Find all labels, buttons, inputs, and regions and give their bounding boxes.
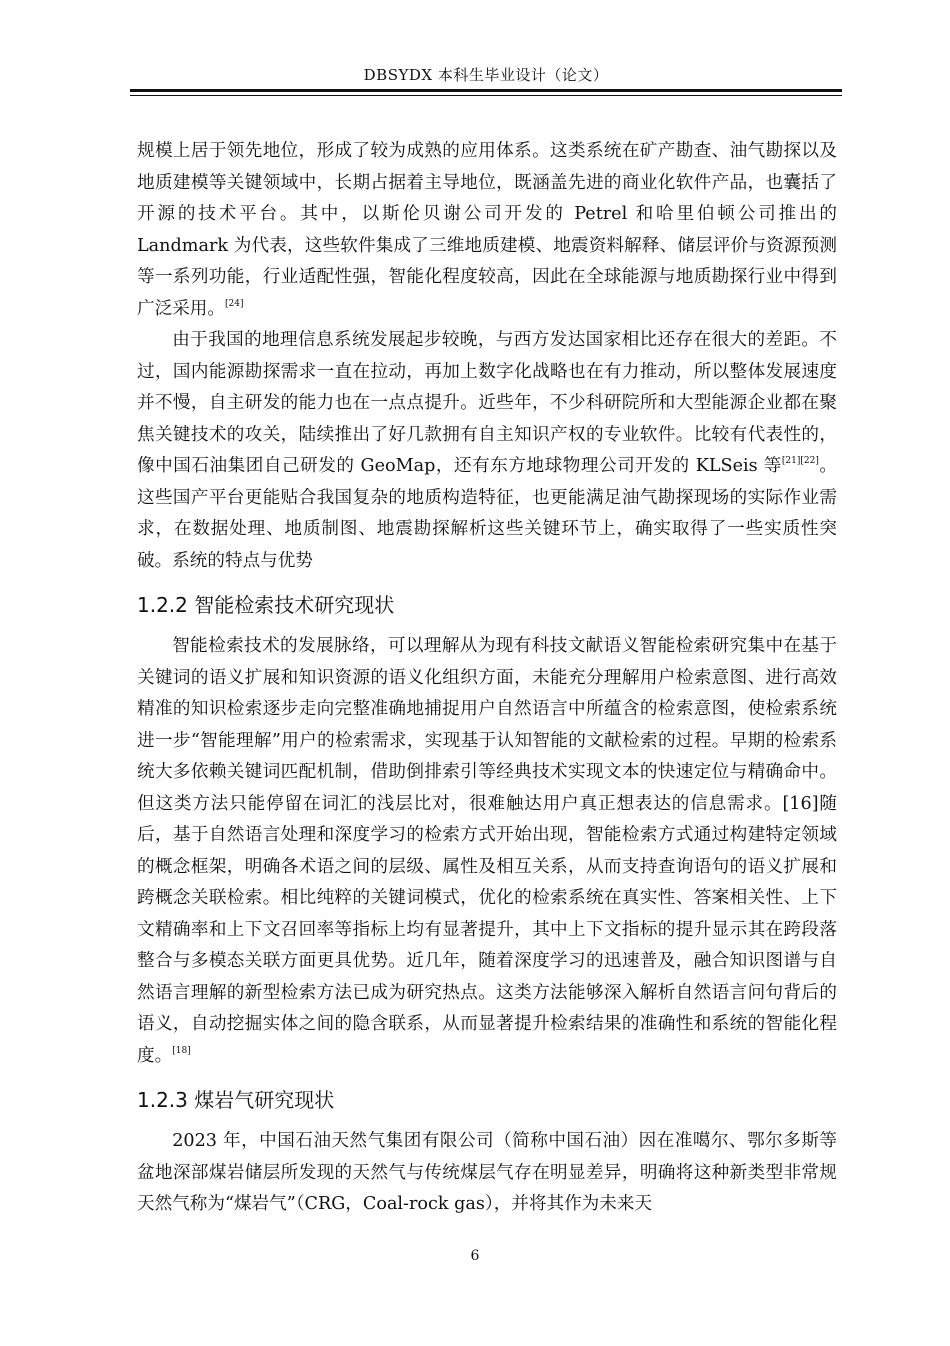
paragraph-text: 2023 年，中国石油天然气集团有限公司（简称中国石油）因在准噶尔、鄂尔多斯等盆地深部煤岩储层所发现的天然气与传统煤层气存在明显差异，明确将这种新类型非常规天然气称为“煤岩气”（CRG，Coal-rock gas），并将其作为未来天 (137, 1131, 837, 1214)
section-heading-1-2-2: 1.2.2 智能检索技术研究现状 (137, 593, 395, 617)
paragraph-text: 规模上居于领先地位，形成了较为成熟的应用体系。这类系统在矿产勘查、油气勘探以及地质建模等关键领域中，长期占据着主导地位，既涵盖先进的商业化软件产品，也囊括了开源的技术平台。其中，以斯伦贝谢公司开发的 Petrel 和哈里伯顿公司推出的 Landmark 为代表，这些软件集成了三维地质建模、地震资料解释、储层评价与资源预测等一系列功能，行业适配性强，智能化程度较高，因此在全球能源与地质勘探行业中得到广泛采用。 (137, 141, 837, 319)
section-heading-1-2-3: 1.2.3 煤岩气研究现状 (137, 1088, 335, 1112)
page-number: 6 (470, 1248, 480, 1264)
header-rule-thin (130, 95, 842, 96)
citation: [24] (224, 298, 244, 309)
citation: [21][22] (781, 456, 819, 466)
paragraph-text: 由于我国的地理信息系统发展起步较晚，与西方发达国家相比还存在很大的差距。不过，国内能源勘探需求一直在拉动，再加上数字化战略也在有力推动，所以整体发展速度并不慢，自主研发的能力也在一点点提升。近些年，不少科研院所和大型能源企业都在聚焦关键技术的攻关，陆续推出了好几款拥有自主知识产权的专业软件。比较有代表性的，像中国石油集团自己研发的 GeoMap，还有东方地球物理公司开发的 KLSeis 等 (137, 330, 837, 476)
header-rule-thick (130, 89, 842, 92)
paragraph-text: 智能检索技术的发展脉络，可以理解从为现有科技文献语义智能检索研究集中在基于关键词的语义扩展和知识资源的语义化组织方面，未能充分理解用户检索意图、进行高效精准的知识检索逐步走向完整准确地捕捉用户自然语言中所蕴含的检索意图，使检索系统进一步“智能理解”用户的检索需求，实现基于认知智能的文献检索的过程。早期的检索系统大多依赖关键词匹配机制，借助倒排索引等经典技术实现文本的快速定位与精确命中。但这类方法只能停留在词汇的浅层比对，很难触达用户真正想表达的信息需求。[16]随后，基于自然语言处理和深度学习的检索方式开始出现，智能检索方式通过构建特定领域的概念框架，明确各术语之间的层级、属性及相互关系，从而支持查询语句的语义扩展和跨概念关联检索。相比纯粹的关键词模式，优化的检索系统在真实性、答案相关性、上下文精确率和上下文召回率等指标上均有显著提升，其中上下文指标的提升显示其在跨段落整合与多模态关联方面更具优势。近几年，随着深度学习的迅速普及，融合知识图谱与自然语言理解的新型检索方法已成为研究热点。这类方法能够深入解析自然语言问句背后的语义，自动挖掘实体之间的隐含联系，从而显著提升检索结果的准确性和系统的智能化程度。 (137, 636, 837, 1066)
paragraph-text: 。这些国产平台更能贴合我国复杂的地质构造特征，也更能满足油气勘探现场的实际作业需求，在数据处理、地质制图、地震勘探解析这些关键环节上，确实取得了一些实质性突破。系统的特点与优势 (137, 456, 837, 571)
paragraph-domestic-gis (137, 325, 837, 577)
citation: [18] (172, 1045, 191, 1056)
paragraph-intelligent-retrieval (137, 631, 837, 1072)
paragraph-continuation (137, 136, 837, 325)
paragraph-coal-rock-gas (137, 1126, 837, 1221)
running-header: DBSYDX 本科生毕业设计（论文） (363, 66, 609, 84)
page-body (137, 136, 837, 1221)
